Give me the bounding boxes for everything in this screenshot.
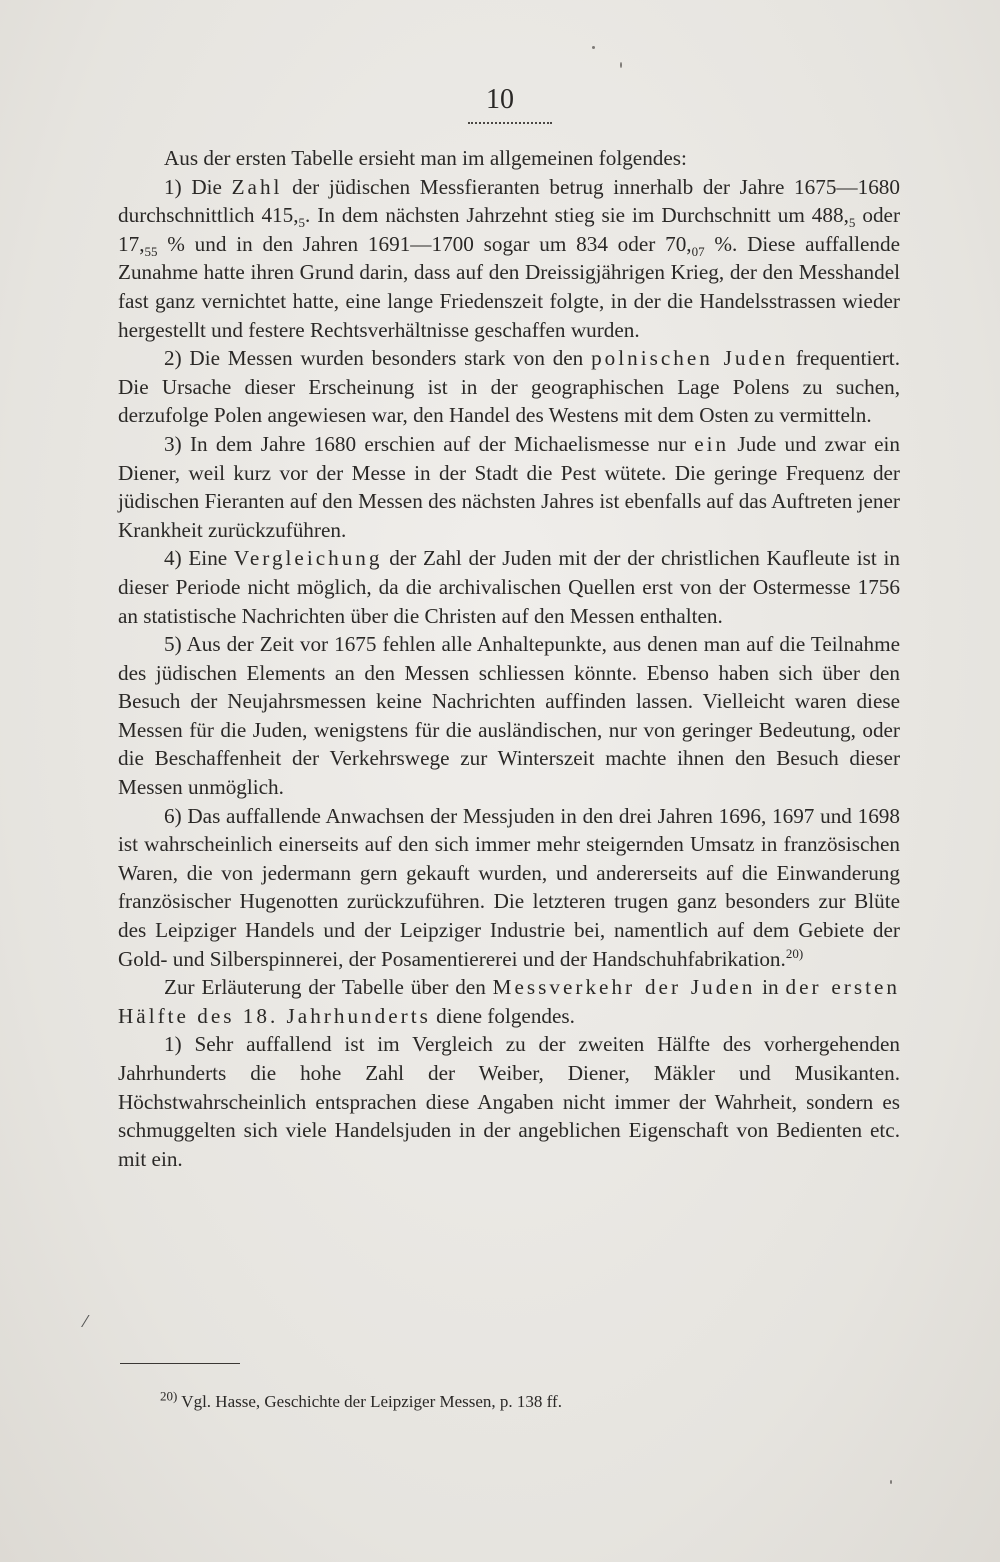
scan-speck: [592, 46, 595, 49]
text-run: 1) Die: [164, 174, 232, 199]
text-run: 4) Eine: [164, 546, 234, 571]
body-text: [118, 144, 900, 1173]
text-run: in: [755, 975, 786, 1000]
text-run: Aus der ersten Tabelle ersieht man im allgemeinen folgendes:: [164, 146, 687, 170]
margin-mark: ⁄: [84, 1312, 87, 1331]
emphasized-text: Vergleichung: [233, 546, 383, 571]
paragraph-intro: [118, 144, 900, 173]
text-run: der Zahl der Juden mit der der christlichen Kaufleute ist in dieser Periode nicht möglich, da die archivalischen Quellen erst von der Ostermesse 1756 an statistische Nachrichten über die Christen auf den Messen enthalten.: [118, 546, 900, 628]
subscript-digits: 5: [848, 215, 856, 231]
subscript-digits: 07: [691, 244, 705, 260]
footnote-marker: 20): [160, 1388, 178, 1404]
paragraph-p7: [118, 973, 900, 1030]
page-number: 10: [486, 84, 514, 115]
text-run: 6) Das auffallende Anwachsen der Messjuden in den drei Jahren 1696, 1697 und 1698 ist wahrscheinlich einerseits auf den sich immer mehr steigernden Umsatz in französischen Waren, die von jedermann gern gekauft wurden, und andererseits auf die Einwanderung französischer Hugenotten zurückzuführen. Die letzteren trugen ganz besonders zur Blüte des Leipziger Handels und der Leipziger Industrie bei, namentlich auf dem Gebiete der Gold- und Silberspinnerei, der Posamentiererei und der Handschuhfabrikation.: [118, 803, 900, 971]
subscript-digits: 55: [144, 244, 158, 260]
text-run: 5) Aus der Zeit vor 1675 fehlen alle Anhaltepunkte, aus denen man auf die Teilnahme des jüdischen Elements an den Messen schliessen könnte. Ebenso haben sich über den Besuch der Neujahrsmessen keine Nachrichten auffinden lassen. Vielleicht waren diese Messen für die Juden, wenigstens für die ausländischen, nur von geringer Bedeutung, oder die Beschaffenheit der Verkehrswege zur Winterszeit machte ihnen den Besuch dieser Messen unmöglich.: [118, 632, 900, 800]
paragraph-p4: [118, 544, 900, 630]
text-run: 2) Die Messen wurden besonders stark von den: [164, 346, 592, 371]
paragraph-p5: [118, 630, 900, 802]
subscript-digits: 5: [298, 215, 306, 231]
text-run: 1) Sehr auffallend ist im Vergleich zu der zweiten Hälfte des vorhergehenden Jahrhunderts die hohe Zahl der Weiber, Diener, Mäkler und Musikanten. Höchstwahrscheinlich entsprachen diese Angaben nicht immer der Wahrheit, sondern es schmuggelten sich viele Handelsjuden in der angeblichen Eigenschaft von Bedienten etc. mit ein.: [118, 1032, 900, 1171]
scan-speck: [890, 1480, 892, 1484]
footnote-rule: [120, 1363, 240, 1364]
text-run: Jude und zwar ein Diener, weil kurz vor der Messe in der Stadt die Pest wütete. Die geringe Frequenz der jüdischen Fieranten auf den Messen des nächsten Jahres ist ebenfalls auf das Auftreten jener Krankheit zurückzuführen.: [118, 431, 900, 542]
emphasized-text: polnischen Juden: [591, 346, 789, 371]
page-number-ornament: [468, 116, 552, 124]
text-run: frequentiert. Die Ursache dieser Erscheinung ist in der geographischen Lage Polens zu suchen, derzufolge Polen angewiesen war, den Handel des Westens mit dem Osten zu vermitteln.: [118, 346, 900, 428]
paragraph-p6: [118, 802, 900, 974]
emphasized-text: ein: [694, 431, 730, 456]
text-run: . In dem nächsten Jahrzehnt stieg sie im Durchschnitt um 488,: [305, 203, 849, 228]
emphasized-text: der ersten Hälfte des 18. Jahrhunderts: [118, 975, 900, 1028]
footnote-reference: 20): [785, 945, 804, 961]
text-run: 3) In dem Jahre 1680 erschien auf der Michaelismesse nur: [164, 431, 695, 456]
text-run: der jüdischen Messfieranten betrug innerhalb der Jahre 1675—1680 durchschnittlich 415,: [118, 174, 900, 228]
scan-speck: [620, 62, 622, 68]
footnote-text: Vgl. Hasse, Geschichte der Leipziger Messen, p. 138 ff.: [177, 1392, 562, 1411]
paragraph-p3: [118, 430, 900, 544]
paragraph-p1: [118, 173, 900, 345]
emphasized-text: Zahl: [231, 174, 283, 199]
text-run: diene folgendes.: [430, 1003, 575, 1028]
footnote: [160, 1390, 860, 1414]
text-run: oder 17,: [118, 203, 900, 256]
paragraph-p8: [118, 1030, 900, 1173]
paragraph-p2: [118, 344, 900, 430]
text-run: %. Diese auffallende Zunahme hatte ihren Grund darin, dass auf den Dreissigjährigen Krieg, der den Messhandel fast ganz vernichtet hatte, eine lange Friedenszeit folgte, in der die Handelsstrassen wieder hergestellt und festere Rechtsverhältnisse geschaffen wurden.: [118, 231, 900, 342]
text-run: % und in den Jahren 1691—1700 sogar um 834 oder 70,: [157, 231, 692, 256]
text-run: Zur Erläuterung der Tabelle über den: [164, 975, 493, 1000]
emphasized-text: Messverkehr der Juden: [492, 975, 756, 1000]
